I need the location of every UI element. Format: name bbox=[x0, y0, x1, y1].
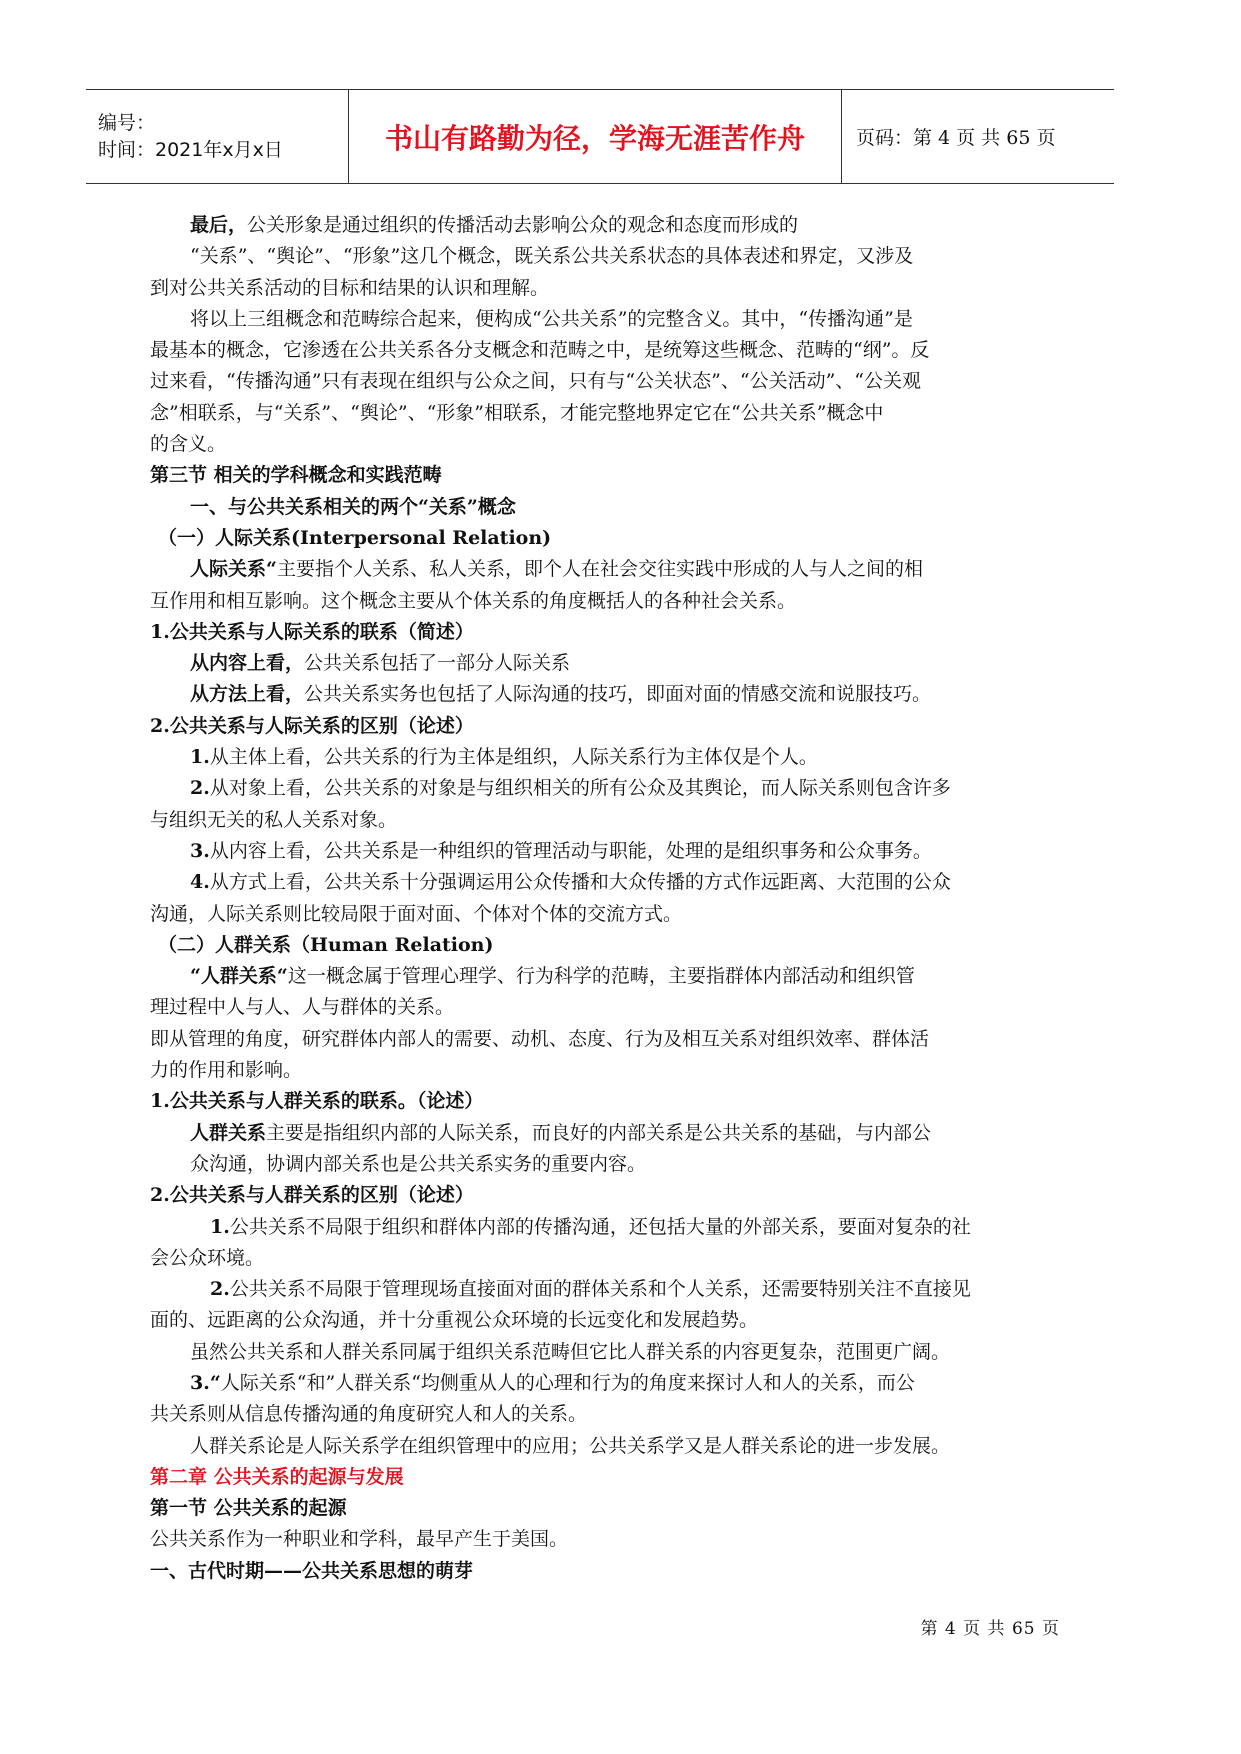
text-line bbox=[150, 1212, 1060, 1243]
text-line bbox=[150, 1274, 1060, 1305]
text-segment: “人群关系“ bbox=[190, 965, 288, 988]
text-segment: 2. bbox=[210, 1278, 230, 1301]
text-line bbox=[150, 304, 1060, 335]
text-line bbox=[150, 1431, 1060, 1462]
header-meta bbox=[86, 90, 348, 183]
text-line bbox=[150, 586, 1060, 617]
text-segment: 人际关系“和”人群关系“均侧重从人的心理和行为的角度来探讨人和人的关系，而公 bbox=[220, 1371, 915, 1394]
text-line bbox=[150, 867, 1060, 898]
text-segment: 4. bbox=[190, 871, 210, 894]
document-time-label: 时间：2021年x月x日 bbox=[98, 138, 283, 161]
text-segment: 理过程中人与人、人与群体的关系。 bbox=[150, 996, 455, 1019]
text-segment: 力的作用和影响。 bbox=[150, 1059, 303, 1082]
text-segment: 过来看，“传播沟通”只有表现在组织与公众之间，只有与“公关状态”、“公关活动”、“公关观 bbox=[150, 370, 921, 393]
text-segment: 一、与公共关系相关的两个“关系”概念 bbox=[190, 495, 516, 518]
text-line bbox=[150, 836, 1060, 867]
text-segment: 人群关系论是人际关系学在组织管理中的应用；公共关系学又是人群关系论的进一步发展。 bbox=[190, 1434, 951, 1457]
text-segment: 人际关系“ bbox=[190, 558, 277, 581]
text-segment: 即从管理的角度，研究群体内部人的需要、动机、态度、行为及相互关系对组织效率、群体活 bbox=[150, 1027, 930, 1050]
text-line bbox=[150, 742, 1060, 773]
text-segment: 这一概念属于管理心理学、行为科学的范畴，主要指群体内部活动和组织管 bbox=[287, 965, 915, 988]
text-segment: 从方式上看，公共关系十分强调运用公众传播和大众传播的方式作远距离、大范围的公众 bbox=[209, 871, 951, 894]
text-line bbox=[150, 1024, 1060, 1055]
text-segment: 3. bbox=[190, 839, 210, 862]
text-segment: （一）人际关系(Interpersonal Relation) bbox=[158, 526, 552, 549]
header-motto: 书山有路勤为径，学海无涯苦作舟 bbox=[348, 90, 842, 183]
document-body bbox=[150, 210, 1060, 1587]
text-line bbox=[150, 1305, 1060, 1336]
text-line bbox=[150, 210, 1060, 241]
text-line bbox=[150, 460, 1060, 491]
text-line bbox=[150, 429, 1060, 460]
text-line bbox=[150, 899, 1060, 930]
text-line bbox=[150, 1556, 1060, 1587]
text-segment: 2.公共关系与人际关系的区别（论述） bbox=[150, 714, 474, 737]
text-segment: 公共关系实务也包括了人际沟通的技巧，即面对面的情感交流和说服技巧。 bbox=[304, 683, 932, 706]
text-segment: 主要是指组织内部的人际关系，而良好的内部关系是公共关系的基础，与内部公 bbox=[266, 1121, 932, 1144]
text-line bbox=[150, 773, 1060, 804]
text-line bbox=[150, 1399, 1060, 1430]
text-line bbox=[150, 1337, 1060, 1368]
text-segment: 虽然公共关系和人群关系同属于组织关系范畴但它比人群关系的内容更复杂，范围更广阔。 bbox=[190, 1340, 951, 1363]
text-segment: 将以上三组概念和范畴综合起来，便构成“公共关系”的完整含义。其中，“传播沟通”是 bbox=[190, 307, 913, 330]
text-line bbox=[150, 366, 1060, 397]
text-line bbox=[150, 1086, 1060, 1117]
text-segment: 念”相联系，与“关系”、“舆论”、“形象”相联系，才能完整地界定它在“公共关系”概念中 bbox=[150, 401, 884, 424]
text-line bbox=[150, 711, 1060, 742]
text-segment: 从对象上看，公共关系的对象是与组织相关的所有公众及其舆论，而人际关系则包含许多 bbox=[209, 777, 951, 800]
text-line bbox=[150, 1524, 1060, 1555]
text-line bbox=[150, 992, 1060, 1023]
document-number-label: 编号： bbox=[98, 111, 156, 134]
text-line bbox=[150, 961, 1060, 992]
text-segment: 沟通，人际关系则比较局限于面对面、个体对个体的交流方式。 bbox=[150, 902, 683, 925]
text-segment: 第三节 相关的学科概念和实践范畴 bbox=[150, 464, 442, 487]
text-segment: 人群关系 bbox=[190, 1121, 267, 1144]
text-segment: 共关系则从信息传播沟通的角度研究人和人的关系。 bbox=[150, 1403, 588, 1426]
text-segment: 与组织无关的私人关系对象。 bbox=[150, 808, 398, 831]
text-segment: （二）人群关系（Human Relation) bbox=[158, 933, 494, 956]
text-segment: 公共关系不局限于组织和群体内部的传播沟通，还包括大量的外部关系，要面对复杂的社 bbox=[229, 1215, 971, 1238]
text-segment: 3.“ bbox=[190, 1371, 221, 1394]
text-segment: 互作用和相互影响。这个概念主要从个体关系的角度概括人的各种社会关系。 bbox=[150, 589, 797, 612]
text-line bbox=[150, 554, 1060, 585]
text-segment: 面的、远距离的公众沟通，并十分重视公众环境的长远变化和发展趋势。 bbox=[150, 1309, 759, 1332]
text-line bbox=[150, 398, 1060, 429]
text-line bbox=[150, 1055, 1060, 1086]
text-line bbox=[150, 930, 1060, 961]
text-segment: 从主体上看，公共关系的行为主体是组织，人际关系行为主体仅是个人。 bbox=[209, 746, 818, 769]
text-segment: 公关形象是通过组织的传播活动去影响公众的观念和态度而形成的 bbox=[247, 214, 799, 236]
text-line bbox=[150, 1462, 1060, 1493]
page-header bbox=[86, 89, 1114, 184]
text-segment: 第二章 公共关系的起源与发展 bbox=[150, 1465, 404, 1488]
text-line bbox=[150, 273, 1060, 304]
text-line bbox=[150, 1493, 1060, 1524]
text-segment: 从内容上看， bbox=[190, 652, 305, 675]
text-segment: 2.公共关系与人群关系的区别（论述） bbox=[150, 1184, 474, 1207]
text-line bbox=[150, 1180, 1060, 1211]
text-segment: 公共关系作为一种职业和学科，最早产生于美国。 bbox=[150, 1528, 569, 1551]
text-segment: 到对公共关系活动的目标和结果的认识和理解。 bbox=[150, 276, 550, 299]
text-segment: 主要指个人关系、私人关系，即个人在社会交往实践中形成的人与人之间的相 bbox=[276, 558, 923, 581]
text-segment: 从方法上看， bbox=[190, 683, 305, 706]
text-segment: 一、古代时期——公共关系思想的萌芽 bbox=[150, 1559, 474, 1582]
text-segment: 1.公共关系与人际关系的联系（简述） bbox=[150, 620, 474, 643]
text-segment: 的含义。 bbox=[150, 433, 227, 456]
text-line bbox=[150, 241, 1060, 272]
text-segment: 从内容上看，公共关系是一种组织的管理活动与职能，处理的是组织事务和公众事务。 bbox=[209, 839, 932, 862]
text-line bbox=[150, 617, 1060, 648]
text-segment: “关系”、“舆论”、“形象”这几个概念，既关系公共关系状态的具体表述和界定，又涉及 bbox=[190, 245, 914, 268]
text-line bbox=[150, 1149, 1060, 1180]
text-line bbox=[150, 805, 1060, 836]
text-segment: 第一节 公共关系的起源 bbox=[150, 1497, 347, 1520]
text-segment: 众沟通，协调内部关系也是公共关系实务的重要内容。 bbox=[190, 1152, 647, 1175]
text-segment: 1. bbox=[210, 1215, 230, 1238]
text-line bbox=[150, 679, 1060, 710]
text-segment: 1. bbox=[190, 746, 210, 769]
text-line bbox=[150, 1368, 1060, 1399]
text-line bbox=[150, 492, 1060, 523]
text-segment: 1.公共关系与人群关系的联系。（论述） bbox=[150, 1090, 484, 1113]
text-segment: 最基本的概念，它渗透在公共关系各分支概念和范畴之中，是统筹这些概念、范畴的“纲”。反 bbox=[150, 339, 930, 362]
text-line bbox=[150, 335, 1060, 366]
text-segment: 2. bbox=[190, 777, 210, 800]
text-segment: 会公众环境。 bbox=[150, 1246, 265, 1269]
text-line bbox=[150, 1243, 1060, 1274]
header-page-label: 页码：第 4 页 共 65 页 bbox=[856, 127, 1056, 149]
text-segment: 最后， bbox=[190, 214, 248, 236]
page-footer: 第 4 页 共 65 页 bbox=[920, 1619, 1060, 1639]
text-line bbox=[150, 648, 1060, 679]
text-segment: 公共关系不局限于管理现场直接面对面的群体关系和个人关系，还需要特别关注不直接见 bbox=[229, 1278, 971, 1301]
text-line bbox=[150, 1118, 1060, 1149]
text-segment: 公共关系包括了一部分人际关系 bbox=[304, 652, 571, 675]
text-line bbox=[150, 523, 1060, 554]
